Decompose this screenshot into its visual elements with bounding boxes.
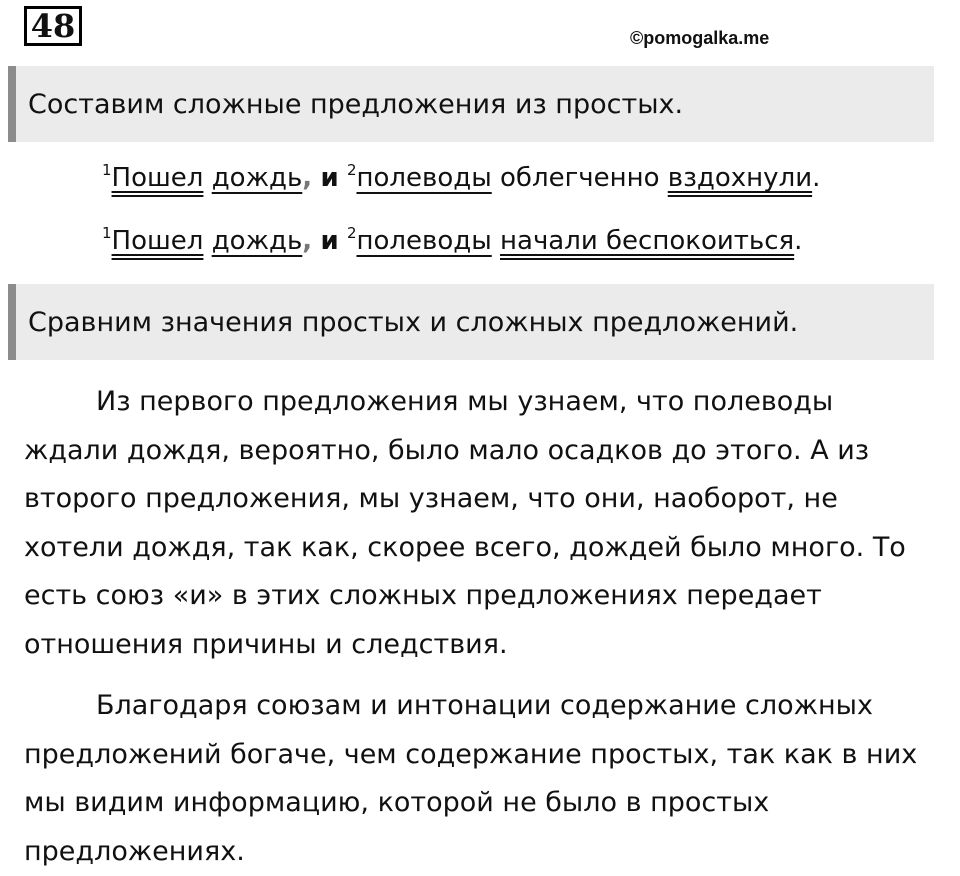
period: . [812, 163, 821, 193]
section-heading-compose [8, 66, 934, 142]
conjunction: и [320, 226, 339, 256]
explanation-paragraph-1: Из первого предложения мы узнаем, что полеводы ждали дождя, вероятно, было мало осадков до этого. А из второго предложения, мы узнаем, что они, наоборот, не хотели дождя, так как, скорее всего, дождей было много. То есть союз «и» в этих сложных предложениях передает отношения причины и следствия. [24, 386, 906, 660]
period: . [794, 226, 803, 256]
predicate: Пошел [111, 226, 204, 256]
explanation-paragraph-2: Благодаря союзам и интонации содержание сложных предложений богаче, чем содержание простых, так как в них мы видим информацию, которой не было в простых предложениях. [24, 690, 918, 867]
predicate: начали беспокоиться [500, 226, 795, 256]
predicate: вздохнули [667, 163, 813, 193]
example-sentence-2 [102, 226, 802, 256]
watermark: ©pomogalka.me [630, 28, 770, 48]
example-sentence-1 [102, 163, 820, 193]
clause-number: 1 [102, 224, 112, 242]
comma-mark: , [302, 226, 313, 256]
subject: дождь [211, 163, 303, 193]
clause-number: 1 [102, 161, 112, 179]
comma-mark: , [302, 163, 313, 193]
section-heading-compose-text: Составим сложные предложения из простых. [28, 88, 684, 120]
adverb: облегченно [500, 163, 660, 193]
clause-number: 2 [346, 161, 357, 179]
subject: дождь [211, 226, 303, 256]
subject: полеводы [356, 163, 492, 193]
clause-number: 2 [346, 224, 357, 242]
conjunction: и [320, 163, 339, 193]
task-number: 48 [24, 6, 82, 46]
section-heading-compare-text: Сравним значения простых и сложных предложений. [28, 306, 799, 338]
subject: полеводы [356, 226, 492, 256]
predicate: Пошел [111, 163, 204, 193]
section-heading-compare [8, 284, 934, 360]
